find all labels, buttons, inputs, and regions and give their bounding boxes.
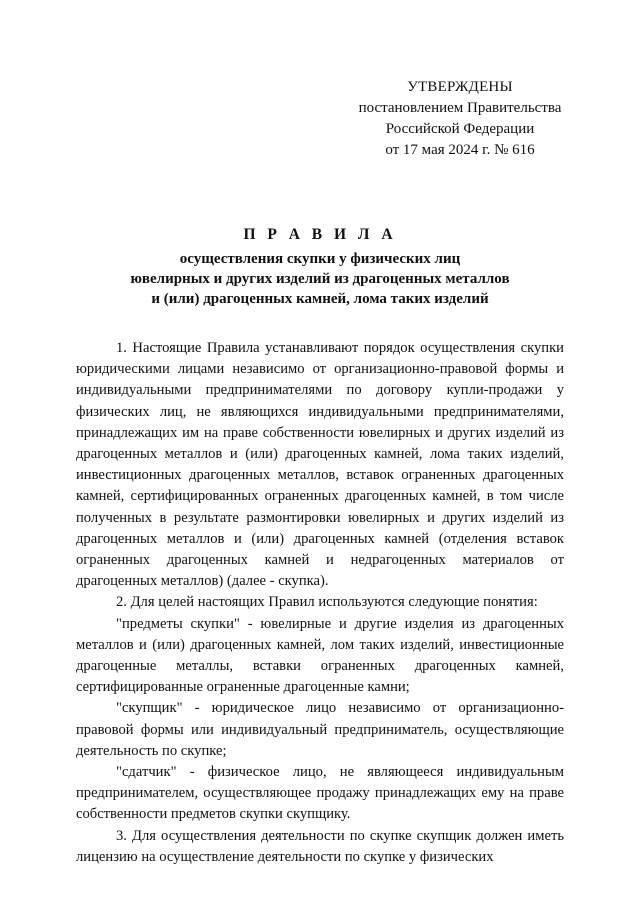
approval-date-line: от 17 мая 2024 г. № 616 xyxy=(385,142,535,158)
approval-word: УТВЕРЖДЕНЫ xyxy=(407,79,513,95)
document-body xyxy=(76,338,564,868)
document-title: П Р А В И Л А xyxy=(243,226,397,243)
approval-stamp xyxy=(340,77,580,161)
subtitle-line-2: ювелирных и других изделий из драгоценных металлов xyxy=(130,271,510,287)
document-subtitle xyxy=(0,249,640,309)
definition-items: "предметы скупки" - ювелирные и другие изделия из драгоценных металлов и (или) драгоценных камней, лом таких изделий, инвестиционные драгоценные металлы, вставки ограненных драгоценных камней, сертифицированные ограненные драгоценные камни; xyxy=(76,615,564,696)
definition-seller: "сдатчик" - физическое лицо, не являющееся индивидуальным предпринимателем, осуществляющее продажу принадлежащих ему на праве собственности предметов скупки скупщику. xyxy=(76,764,564,823)
approval-line-1: постановлением Правительства xyxy=(358,100,562,116)
subtitle-line-3: и (или) драгоценных камней, лома таких изделий xyxy=(151,291,489,307)
paragraph-2: 2. Для целей настоящих Правил используются следующие понятия: xyxy=(116,594,538,611)
approval-line-2: Российской Федерации xyxy=(385,121,535,137)
paragraph-1: 1. Настоящие Правила устанавливают порядок осуществления скупки юридическими лицами независимо от организационно-правовой формы и индивидуальными предпринимателями по договору купли-продажи у физических лиц, не являющихся индивидуальными предпринимателями, принадлежащих им на праве собственности ювелирных и других изделий из драгоценных металлов и (или) драгоценных камней, лома таких изделий, инвестиционных драгоценных металлов, вставок ограненных драгоценных камней, сертифицированных ограненных драгоценных камней, в том числе полученных в результате размонтировки ювелирных и других изделий из драгоценных металлов и (или) драгоценных камней (отделения вставок ограненных драгоценных камней и недрагоценных материалов от драгоценных металлов) (далее - скупка). xyxy=(76,340,564,590)
paragraph-3: 3. Для осуществления деятельности по скупке скупщик должен иметь лицензию на осуществление деятельности по скупке у физических xyxy=(76,827,564,865)
definition-buyer: "скупщик" - юридическое лицо независимо от организационно-правовой формы или индивидуальный предприниматель, осуществляющие деятельность по скупке; xyxy=(76,700,564,759)
subtitle-line-1: осуществления скупки у физических лиц xyxy=(179,251,461,267)
